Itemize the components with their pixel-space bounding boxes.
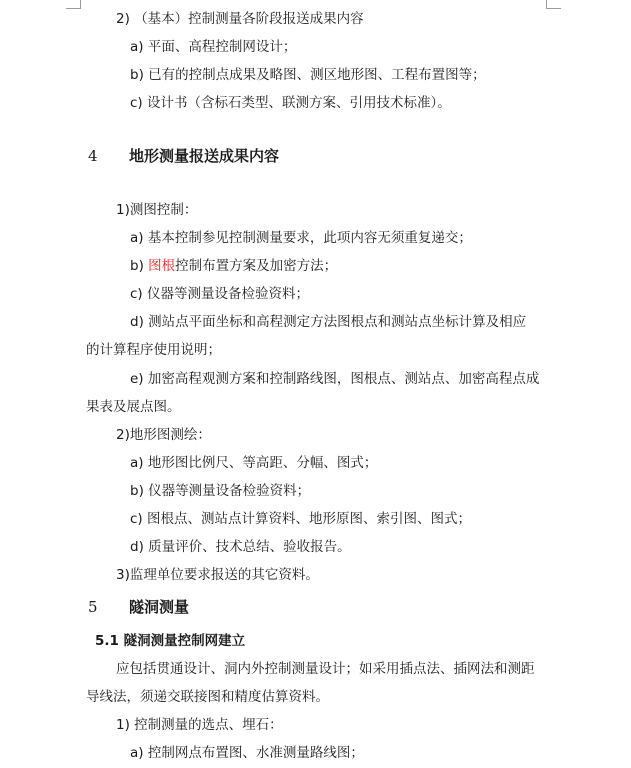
section-number: 5 (88, 598, 98, 616)
list-item-text: 控制布置方案及加密方法； (175, 258, 338, 274)
margin-corner-mark (66, 0, 81, 9)
paragraph-line: 导线法，须递交联接图和精度估算资料。 (86, 689, 329, 705)
subsection-heading: 5.1 隧洞测量控制网建立 (95, 633, 246, 649)
section-heading (88, 146, 279, 166)
list-item: e) 加密高程观测方案和控制路线图，图根点、测站点、加密高程点成 (130, 371, 540, 387)
list-item: d) 质量评价、技术总结、验收报告。 (130, 539, 351, 555)
list-item: a) 基本控制参见控制测量要求，此项内容无须重复递交； (130, 230, 472, 246)
list-item (130, 257, 337, 275)
list-item-continuation: 的计算程序使用说明； (86, 342, 221, 358)
section-heading (88, 597, 189, 617)
list-item: d) 测站点平面坐标和高程测定方法图根点和测站点坐标计算及相应 (130, 314, 527, 330)
section-number: 4 (88, 147, 98, 165)
list-item: a) 平面、高程控制网设计； (130, 39, 297, 55)
list-item: b) 仪器等测量设备检验资料； (130, 483, 311, 499)
paragraph-line: 应包括贯通设计、洞内外控制测量设计；如采用插点法、插网法和测距 (116, 661, 535, 677)
section-title: 隧洞测量 (129, 598, 190, 616)
list-item: 1) 控制测量的选点、埋石： (116, 717, 283, 733)
subsection-title: 1)测图控制： (116, 202, 198, 218)
list-item: c) 仪器等测量设备检验资料； (130, 286, 309, 302)
section-title: 地形测量报送成果内容 (129, 147, 280, 165)
list-item: c) 设计书（含标石类型、联测方案、引用技术标准）。 (130, 95, 451, 111)
list-item: a) 控制网点布置图、水准测量路线图； (130, 745, 364, 761)
basic-section-title: 2) （基本）控制测量各阶段报送成果内容 (116, 11, 364, 27)
list-item: c) 图根点、测站点计算资料、地形原图、索引图、图式； (130, 511, 471, 527)
subsection-title: 2)地形图测绘： (116, 427, 211, 443)
margin-corner-mark (546, 0, 561, 9)
list-item-marker: b) (130, 258, 149, 274)
subsection-title: 3)监理单位要求报送的其它资料。 (116, 567, 319, 583)
list-item: a) 地形图比例尺、等高距、分幅、图式； (130, 455, 378, 471)
list-item: b) 已有的控制点成果及略图、测区地形图、工程布置图等； (130, 67, 486, 83)
list-item-continuation: 果表及展点图。 (86, 399, 181, 415)
highlighted-term: 图根 (148, 258, 176, 274)
